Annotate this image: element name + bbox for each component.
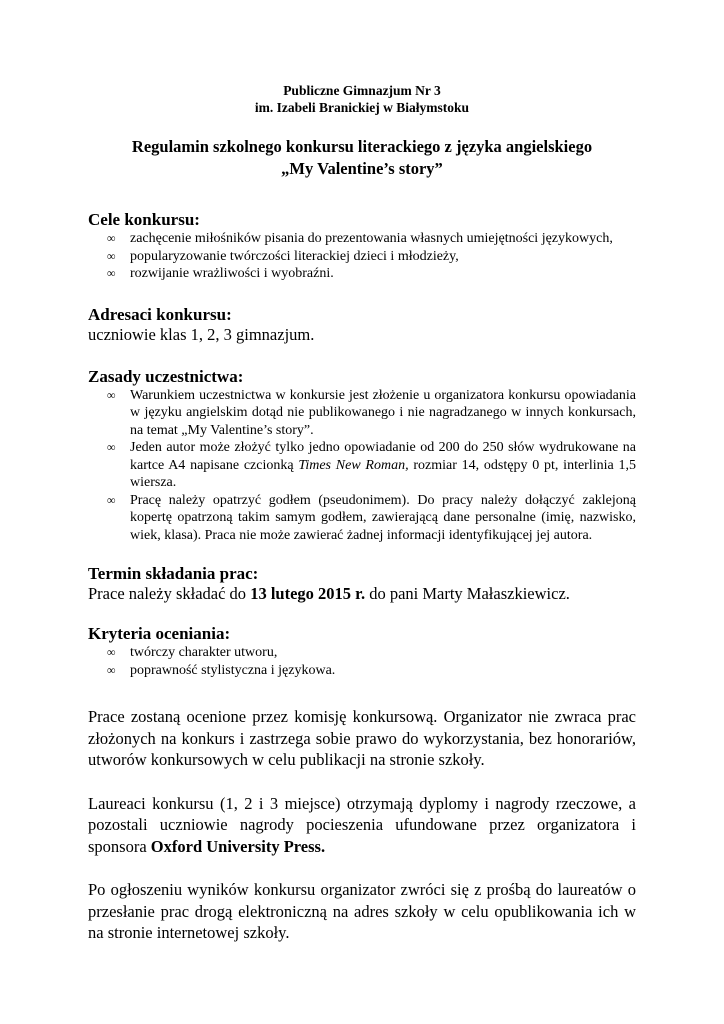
sponsor-name: Oxford University Press. [150,836,326,856]
school-name-line2: im. Izabeli Branickiej w Białymstoku [254,100,470,115]
goals-heading: Cele konkursu: [88,210,200,229]
section-criteria [88,624,636,679]
section-audience [88,305,636,345]
title-line2: „My Valentine’s story” [281,159,443,178]
deadline-date: 13 lutego 2015 r. [250,584,366,603]
list-item: ∞ poprawność stylistyczna i językowa. [107,662,336,678]
infinity-bullet-icon: ∞ [107,266,116,280]
document-title [88,136,636,180]
list-item: ∞ Pracę należy opatrzyć godłem (pseudonimem). Do pracy należy dołączyć zaklejoną kopertę opatrzoną takim samym godłem, zawierającą dane personalne (imię, nazwisko, wiek, klasa). Praca nie może zawierać żadnej informacji identyfikującej jej autora. [107,492,636,543]
school-name-line1: Publiczne Gimnazjum Nr 3 [283,83,441,98]
infinity-bullet-icon: ∞ [107,248,116,263]
paragraph-awards: Laureaci konkursu (1, 2 i 3 miejsce) otrzymają dyplomy i nagrody rzeczowe, a pozostali uczniowie nagrody pocieszenia ufundowane przez organizatora i sponsora Oxford University Press. [88,793,636,856]
list-item: ∞ Jeden autor może złożyć tylko jedno opowiadanie od 200 do 250 słów wydrukowane na kartce A4 napisane czcionką Times New Roman, rozmiar 14, odstępy 0 pt, interlinia 1,5 wiersza. [107,440,636,490]
infinity-bullet-icon: ∞ [107,440,116,454]
list-item: ∞ popularyzowanie twórczości literackiej dzieci i młodzieży, [107,248,459,264]
infinity-bullet-icon: ∞ [107,662,116,677]
list-item: ∞ twórczy charakter utworu, [107,645,278,660]
font-name: Times New Roman, [298,457,409,473]
criteria-heading: Kryteria oceniania: [88,624,231,643]
deadline-text: Prace należy składać do 13 lutego 2015 r. do pani Marty Małaszkiewicz. [88,584,570,603]
rules-heading: Zasady uczestnictwa: [88,366,244,386]
paragraph-evaluation: Prace zostaną ocenione przez komisję konkursową. Organizator nie zwraca prac złożonych na konkurs i zastrzega sobie prawo do wykorzystania, bez honorariów, utworów konkursowych w celu publikacji na stronie szkoły. [88,707,636,769]
list-item: ∞ Warunkiem uczestnictwa w konkursie jest złożenie u organizatora konkursu opowiadania w języku angielskim dotąd nie publikowanego i nie nagradzanego w innych konkursach, na temat „My Valentine’s story”. [107,387,636,438]
paragraph-publication: Po ogłoszeniu wyników konkursu organizator zwróci się z prośbą do laureatów o przesłanie prac drogą elektroniczną na adres szkoły w celu opublikowania ich w na stronie internetowej szkoły. [88,880,636,942]
infinity-bullet-icon: ∞ [107,645,116,659]
goals-list [88,230,636,283]
section-goals [88,210,636,283]
list-item: ∞ zachęcenie miłośników pisania do prezentowania własnych umiejętności językowych, [107,231,613,246]
audience-text: uczniowie klas 1, 2, 3 gimnazjum. [88,324,315,344]
section-rules [88,367,636,545]
infinity-bullet-icon: ∞ [107,387,116,402]
section-deadline [88,564,636,604]
list-item: ∞ rozwijanie wrażliwości i wyobraźni. [107,266,334,281]
deadline-heading: Termin składania prac: [88,564,259,583]
title-line1: Regulamin szkolnego konkursu literackiego z języka angielskiego [131,137,593,156]
rules-list [88,387,636,545]
audience-heading: Adresaci konkursu: [88,304,232,324]
criteria-list [88,644,636,679]
school-name [88,82,636,116]
infinity-bullet-icon: ∞ [107,231,116,245]
infinity-bullet-icon: ∞ [107,492,116,507]
